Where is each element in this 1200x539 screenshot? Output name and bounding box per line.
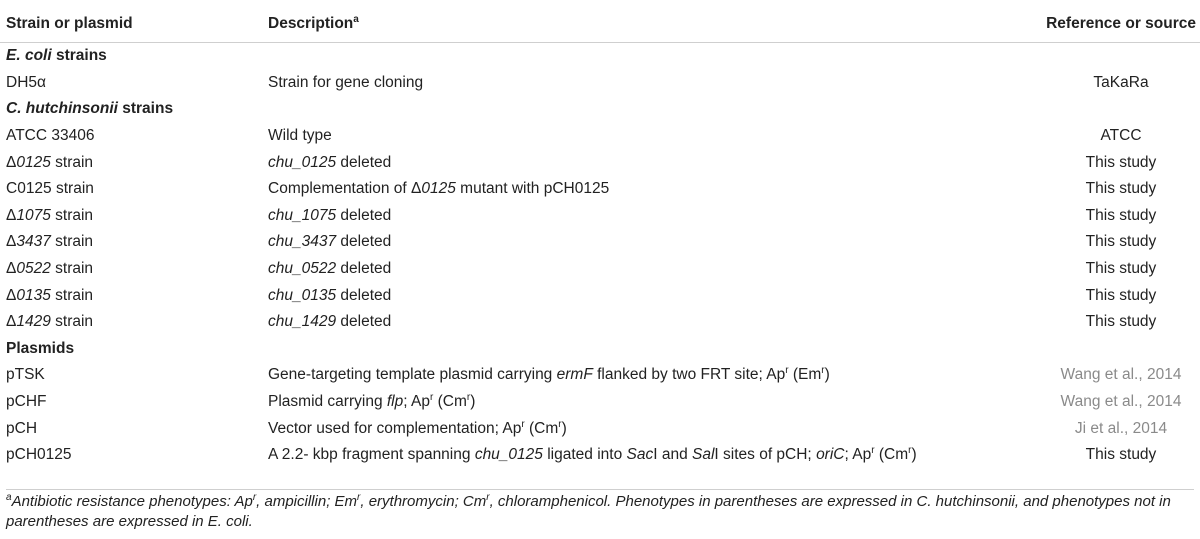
table-row [0,149,1200,176]
strain-suffix: strain [50,286,94,304]
reference-text: This study [1085,260,1157,278]
table-row [0,203,1200,230]
cell-reference [958,389,1200,416]
reference-text: Ji et al., 2014 [1074,419,1168,437]
cell-strain [0,149,268,176]
cell-strain [0,176,268,203]
reference-text: This study [1085,180,1157,198]
section-heading [0,43,1200,70]
description-gene: chu_0125 [268,153,337,171]
cell-reference [958,123,1200,150]
header-strain-or-plasmid: Strain or plasmid [0,6,268,43]
cell-strain [0,282,268,309]
strain-prefix: Δ [6,206,17,224]
description-suffix: deleted [336,153,392,171]
section-heading [0,96,1200,123]
table-footnote [6,489,1194,532]
strain-name: DH5α [6,73,46,91]
strain-id: 3437 [16,233,51,251]
cell-description [268,309,958,336]
strain-prefix: Δ [6,286,17,304]
footnote-text: Antibiotic resistance phenotypes: Ap$^r$, ampicillin; Em$^r$, erythromycin; Cm$^r$, chloramphenicol. Phenotypes in parentheses are expressed in C. hutchinsonii, and phenotypes not in parentheses are expressed in E. coli. [6,492,1171,530]
strain-suffix: strain [50,153,94,171]
strain-name: pCH0125 [6,446,72,464]
reference-text: This study [1085,206,1157,224]
strain-id: 0135 [16,286,51,304]
section-row [0,43,1200,70]
strain-id: 0522 [16,260,51,278]
cell-strain [0,362,268,389]
description-suffix: deleted [336,313,392,331]
cell-reference [958,415,1200,442]
cell-reference [958,256,1200,283]
cell-description [268,149,958,176]
description-gene: 0125 [421,180,456,198]
header-description [268,6,958,43]
strain-prefix: Δ [6,260,17,278]
section-suffix: strains [117,100,174,118]
cell-description [268,282,958,309]
reference-text: TaKaRa [1093,73,1149,91]
description-suffix: mutant with pCH0125 [455,180,610,198]
cell-description: Gene-targeting template plasmid carrying ermF flanked by two FRT site; Ap$^r$ (Em$^r$) [268,365,830,384]
description-prefix: Complementation of Δ [268,180,422,198]
reference-text: This study [1085,313,1157,331]
strain-name: pTSK [6,366,45,384]
reference-text: This study [1085,153,1157,171]
cell-strain [0,256,268,283]
reference-text: Wang et al., 2014 [1060,393,1182,411]
cell-description [268,229,958,256]
table-body [0,43,1200,469]
reference-text: Wang et al., 2014 [1060,366,1182,384]
table-row [0,256,1200,283]
cell-strain [0,203,268,230]
cell-strain [0,123,268,150]
table-header-row [0,6,1200,43]
table-row [0,389,1200,416]
section-heading [0,336,1200,363]
cell-reference [958,149,1200,176]
section-row [0,336,1200,363]
description-gene: chu_0522 [268,260,337,278]
strain-name: pCH [6,419,38,437]
table-row [0,176,1200,203]
reference-text: This study [1085,446,1157,464]
cell-reference [958,442,1200,469]
cell-description [268,256,958,283]
cell-reference [958,362,1200,389]
strain-id: 1429 [16,313,51,331]
cell-description [268,70,958,97]
section-organism: E. coli [6,47,52,65]
cell-reference [958,229,1200,256]
cell-description [268,123,958,150]
cell-reference [958,282,1200,309]
section-suffix: strains [51,47,107,65]
strain-suffix: strain [50,260,94,278]
strain-suffix: strain [50,313,94,331]
strain-prefix: Δ [6,153,17,171]
cell-reference [958,309,1200,336]
table-row [0,442,1200,469]
table-row [0,415,1200,442]
table-row [0,362,1200,389]
strains-plasmids-table [0,6,1200,469]
header-description-footnote-mark: a [353,13,359,25]
strain-prefix: Δ [6,313,17,331]
table-row [0,123,1200,150]
description-text: Strain for gene cloning [268,73,424,91]
section-row [0,96,1200,123]
strain-suffix: strain [50,233,94,251]
cell-reference [958,70,1200,97]
description-suffix: deleted [336,286,392,304]
table-row [0,70,1200,97]
table-row [0,309,1200,336]
cell-reference [958,203,1200,230]
strain-name: pCHF [6,393,47,411]
cell-strain [0,309,268,336]
strain-name: ATCC 33406 [6,127,95,145]
description-text: Wild type [268,127,332,145]
strain-name: C0125 strain [6,180,94,198]
section-organism: C. hutchinsonii [6,100,118,118]
reference-text: This study [1085,233,1157,251]
description-suffix: deleted [336,233,392,251]
description-gene: chu_1429 [268,313,337,331]
footnote-mark: a [6,492,12,503]
description-suffix: deleted [336,260,392,278]
cell-description: A 2.2- kbp fragment spanning chu_0125 ligated into SacI and SalI sites of pCH; oriC; Ap$^r$ (Cm$^r$) [268,445,917,464]
reference-text: ATCC [1100,127,1142,145]
cell-strain [0,70,268,97]
cell-strain [0,415,268,442]
cell-strain [0,442,268,469]
table-row [0,282,1200,309]
strain-suffix: strain [50,206,94,224]
section-label: Plasmids [6,339,75,357]
cell-description: Plasmid carrying flp; Ap$^r$ (Cm$^r$) [268,391,476,411]
description-suffix: deleted [336,206,392,224]
cell-reference [958,176,1200,203]
header-description-label: Description [268,15,354,32]
reference-text: This study [1085,286,1157,304]
description-gene: chu_3437 [268,233,337,251]
cell-strain [0,229,268,256]
description-gene: chu_1075 [268,206,337,224]
strain-id: 1075 [16,206,51,224]
strain-id: 0125 [16,153,51,171]
strain-prefix: Δ [6,233,17,251]
cell-description [268,203,958,230]
description-gene: chu_0135 [268,286,337,304]
table-row [0,229,1200,256]
cell-description [268,176,958,203]
cell-strain [0,389,268,416]
cell-description: Vector used for complementation; Ap$^r$ (Cm$^r$) [268,418,567,437]
header-reference-or-source: Reference or source [958,6,1200,43]
